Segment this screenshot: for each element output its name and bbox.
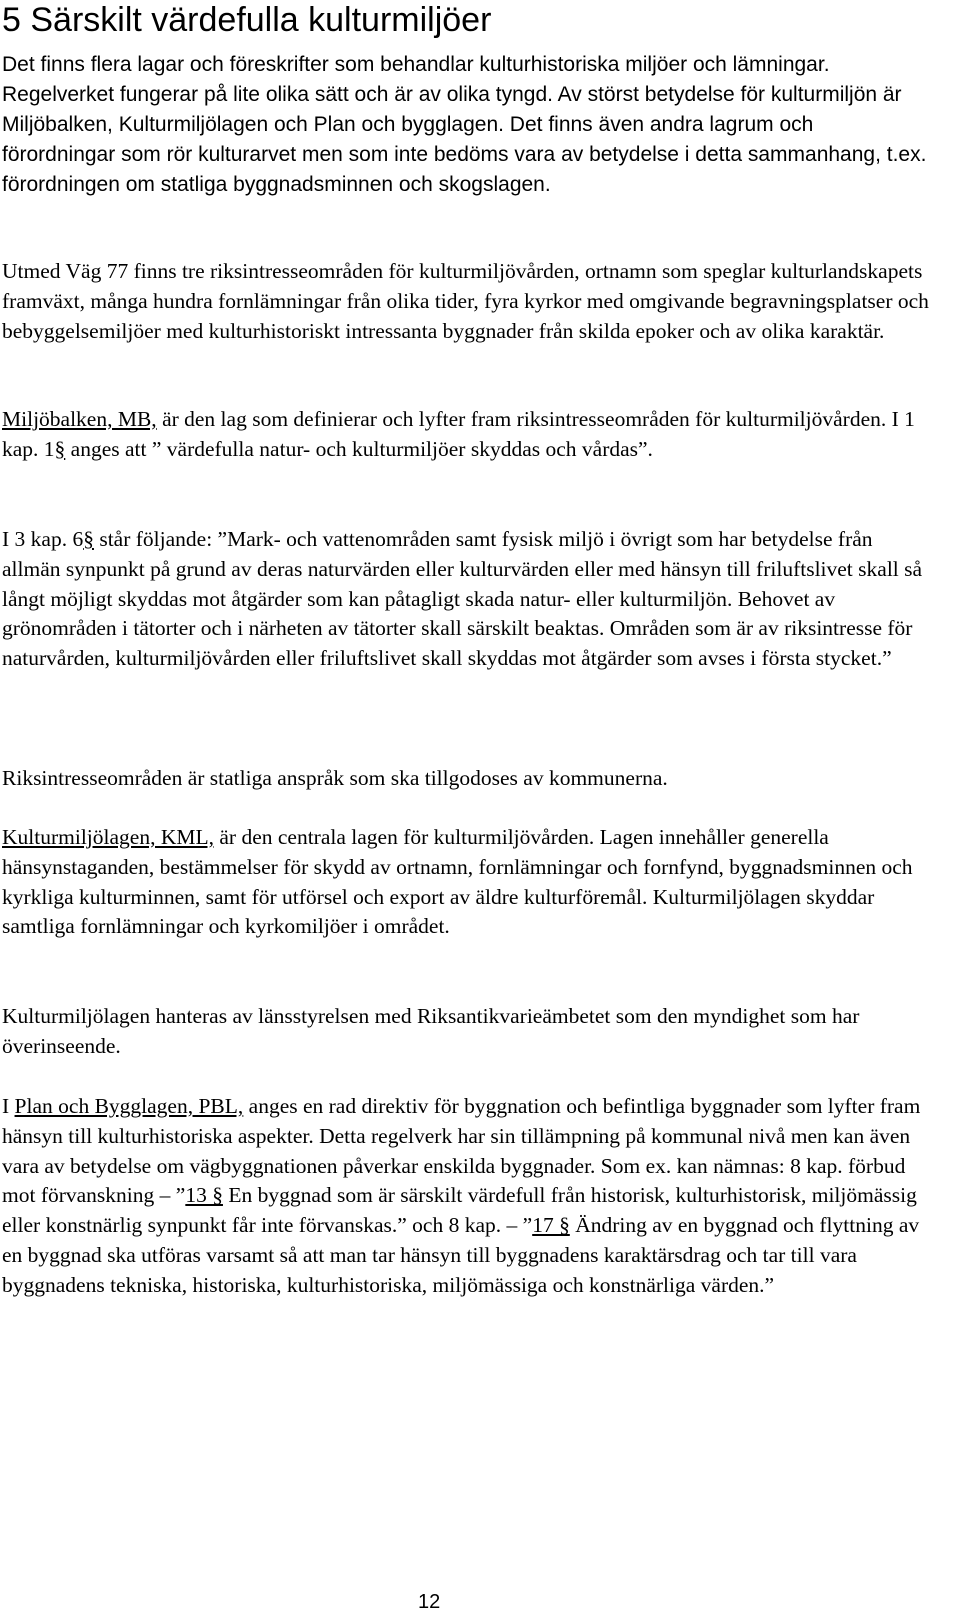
section-heading: 5 Särskilt värdefulla kulturmiljöer	[2, 1, 492, 39]
kulturmiljolagen-link[interactable]: Kulturmiljölagen, KML,	[2, 825, 214, 849]
quote-paragraph	[2, 525, 932, 674]
miljobalken-paragraph	[2, 405, 932, 465]
page-number: 12	[418, 1591, 441, 1613]
quote-text-2: står följande: ”Mark- och vattenområden samt fysisk miljö i övrigt som har betydelse från allmän synpunkt på grund av deras naturvärden eller kulturvärden eller med hänsyn till friluftslivet skall så långt möjligt skyddas mot åtgärder som kan påtagligt skada natur- eller kulturmiljön. Behovet av grönområden i tätorter och i närheten av tätorter skall särskilt beaktas. Områden som är av riksintresse för naturvården, kulturmiljövården eller friluftslivet skall skyddas mot åtgärder som avses i första stycket.”	[2, 527, 923, 671]
kulturmiljolagen-text: är den centrala lagen för kulturmiljövården. Lagen innehåller generella hänsynstaganden, bestämmelser för skydd av ortnamn, fornlämningar och fornfynd, byggnadsminnen och kyrkliga kulturminnen, samt för utförsel och export av äldre kulturföremål. Kulturmiljölagen skyddar samtliga fornlämningar och kyrkomiljöer i området.	[2, 825, 913, 939]
pbl-text-3: Ändring av en byggnad och flyttning av en byggnad ska utföras varsamt så att man tar hänsyn till byggnadens karaktärsdrag och tar till vara byggnadens tekniska, historiska, kulturhistoriska, miljömässiga och konstnärliga värden.”	[2, 1213, 920, 1297]
miljobalken-text-2: anges att ” värdefulla natur- och kulturmiljöer skyddas och vårdas”.	[65, 436, 653, 461]
pbl-link[interactable]: Plan och Bygglagen, PBL,	[14, 1094, 244, 1118]
riksintresse-paragraph: Utmed Väg 77 finns tre riksintresseområden för kulturmiljövården, ortnamn som speglar kulturlandskapets framväxt, många hundra fornlämningar från olika tider, fyra kyrkor med omgivande begravningsplatser och bebyggelsemiljöer med kulturhistoriskt intressanta byggnader från skilda epoker och av olika karaktär.	[2, 259, 929, 343]
lansstyrelsen-paragraph: Kulturmiljölagen hanteras av länsstyrelsen med Riksantikvarieämbetet som den myndighet som har överinseende.	[2, 1004, 860, 1058]
pbl-text-2: En byggnad som är särskilt värdefull från historisk, kulturhistorisk, miljömässig eller konstnärlig synpunkt får inte förvanskas.” och 8 kap. – ”	[2, 1183, 917, 1238]
riksintresse-statement: Riksintresseområden är statliga anspråk som ska tillgodoses av kommunerna.	[2, 766, 668, 790]
pbl-paragraph	[2, 1092, 932, 1301]
pbl-ref-17[interactable]: 17 §	[532, 1213, 570, 1238]
miljobalken-link[interactable]: Miljöbalken, MB,	[2, 407, 157, 431]
quote-text-1: I 3 kap. 6	[2, 527, 84, 551]
miljobalken-text-1: är den lag som definierar och lyfter fram riksintresseområden för kulturmiljövården. I 1 kap. 1	[2, 407, 915, 461]
intro-paragraph: Det finns flera lagar och föreskrifter som behandlar kulturhistoriska miljöer och lämningar. Regelverket fungerar på lite olika sätt och är av olika tyngd. Av störst betydelse för kulturmiljön är Miljöbalken, Kulturmiljölagen och Plan och bygglagen. Det finns även andra lagrum och förordningar som rör kulturarvet men som inte bedöms vara av betydelse i detta sammanhang, t.ex. förordningen om statliga byggnadsminnen och skogslagen.	[2, 53, 927, 196]
kulturmiljolagen-paragraph	[2, 823, 932, 942]
pbl-text-1: anges en rad direktiv för byggnation och befintliga byggnader som lyfter fram hänsyn till kulturhistoriska aspekter. Detta regelverk har sin tillämpning på kommunal nivå men kan även vara av betydelse om vägbyggnationen påverkar enskilda byggnader. Som ex. kan nämnas: 8 kap. förbud mot förvanskning – ”	[2, 1094, 921, 1208]
pbl-text-0: I	[2, 1094, 15, 1118]
section-sign: §	[54, 436, 66, 461]
pbl-ref-13[interactable]: 13 §	[185, 1183, 223, 1208]
section-sign: §	[83, 527, 94, 551]
